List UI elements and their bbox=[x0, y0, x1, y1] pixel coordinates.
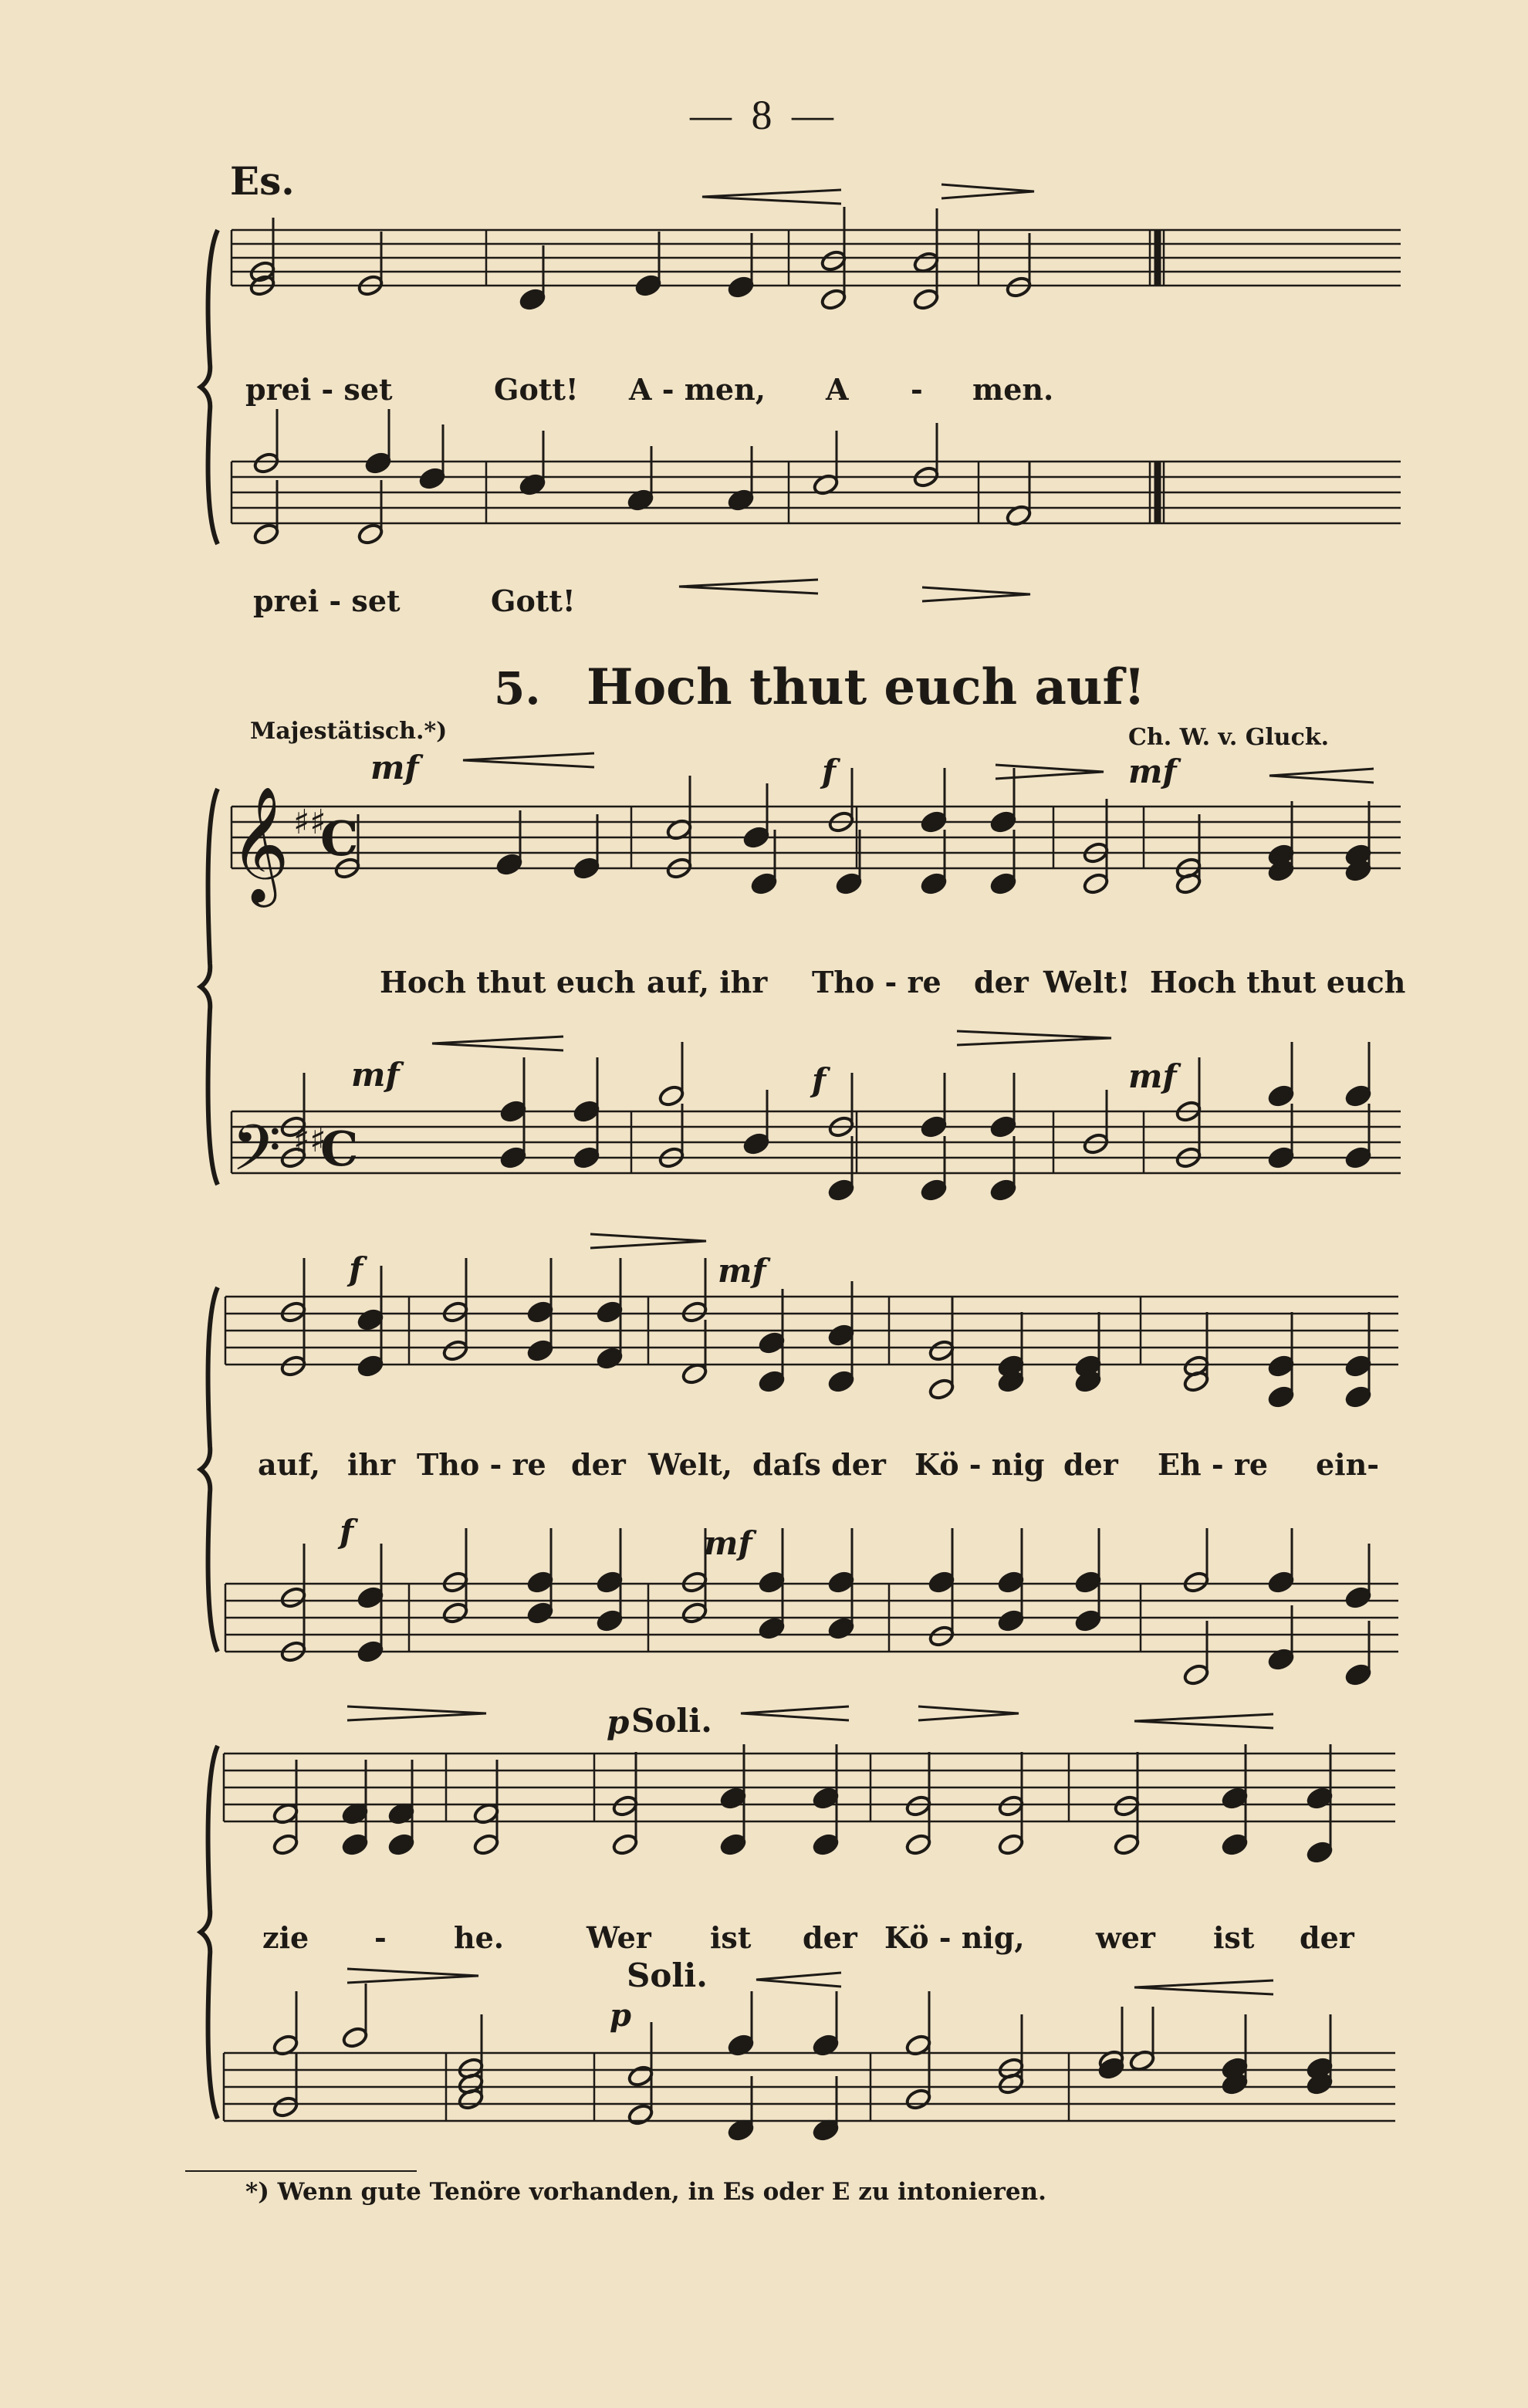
note-head bbox=[820, 249, 847, 273]
lyric-s1-1: auf, ihr bbox=[647, 965, 768, 999]
cresc-hairpin bbox=[432, 1037, 563, 1050]
lyric-s0-l-0: prei - set bbox=[253, 583, 401, 618]
note-head bbox=[658, 1084, 685, 1108]
note-head bbox=[928, 1339, 955, 1363]
note-head bbox=[573, 1100, 600, 1124]
dyn-s2-3: mf bbox=[704, 1524, 752, 1562]
lyric-s1-2: Tho - re bbox=[812, 965, 941, 999]
note-head bbox=[1344, 1663, 1372, 1687]
note-head bbox=[742, 826, 770, 850]
dyn-s1-1: f bbox=[822, 752, 837, 790]
note-head bbox=[1074, 1571, 1102, 1595]
note-head bbox=[596, 1609, 624, 1633]
lyric-s3-4: ist bbox=[710, 1920, 752, 1955]
note-head bbox=[750, 872, 778, 896]
system-brace bbox=[201, 230, 218, 544]
dyn-s2-2: f bbox=[340, 1513, 354, 1551]
note-head bbox=[989, 810, 1017, 834]
note-head bbox=[611, 1833, 639, 1857]
note-head bbox=[989, 1115, 1017, 1139]
lyric-s1-5: Hoch thut euch bbox=[1150, 965, 1406, 999]
lyric-s1-3: der bbox=[974, 965, 1029, 999]
lyric-s2-0: auf, bbox=[258, 1447, 320, 1482]
note-head bbox=[1082, 872, 1110, 896]
note-head bbox=[341, 2026, 369, 2050]
page-number: — 8 — bbox=[690, 92, 838, 138]
lyric-s3-1: - bbox=[374, 1920, 387, 1955]
key-signature: ♯♯ bbox=[293, 1121, 326, 1160]
note-head bbox=[1082, 1132, 1110, 1156]
lyric-s3-9: der bbox=[1300, 1920, 1354, 1955]
note-head bbox=[758, 1571, 786, 1595]
note-head bbox=[758, 1370, 786, 1394]
note-head bbox=[611, 1794, 639, 1818]
note-head bbox=[904, 2088, 932, 2112]
note-head bbox=[742, 1132, 770, 1156]
note-head bbox=[441, 1601, 469, 1625]
cresc-hairpin bbox=[741, 1706, 849, 1720]
soli-dyn-upper: p bbox=[607, 1703, 630, 1741]
note-head bbox=[989, 1179, 1017, 1202]
dim-hairpin bbox=[996, 765, 1104, 779]
footnote-rule bbox=[185, 2170, 417, 2172]
note-head bbox=[387, 1833, 415, 1857]
dyn-s2-1: mf bbox=[718, 1252, 766, 1290]
note-head bbox=[1182, 1571, 1210, 1595]
treble-clef: 𝄞 bbox=[230, 785, 289, 902]
note-head bbox=[1344, 1385, 1372, 1409]
note-head bbox=[912, 288, 940, 312]
note-head bbox=[596, 1347, 624, 1371]
note-head bbox=[1344, 1084, 1372, 1108]
lyric-s3-7: wer bbox=[1096, 1920, 1155, 1955]
piece-title: Hoch thut euch auf! bbox=[587, 658, 1146, 716]
system-brace bbox=[201, 789, 218, 1185]
note-head bbox=[1267, 1385, 1295, 1409]
lyric-s2-4: Welt, bbox=[648, 1447, 732, 1482]
note-head bbox=[904, 1833, 932, 1857]
lyric-s3-6: Kö - nig, bbox=[884, 1920, 1025, 1955]
bass-clef: 𝄢 bbox=[232, 1111, 282, 1201]
note-head bbox=[1005, 276, 1033, 299]
lyric-s3-2: he. bbox=[454, 1920, 505, 1955]
note-head bbox=[526, 1339, 554, 1363]
note-head bbox=[920, 1115, 948, 1139]
note-head bbox=[681, 1571, 708, 1595]
note-head bbox=[519, 288, 546, 312]
note-head bbox=[1221, 1787, 1249, 1811]
note-head bbox=[681, 1300, 708, 1324]
note-head bbox=[627, 2065, 654, 2088]
note-head bbox=[441, 1339, 469, 1363]
note-head bbox=[1182, 1663, 1210, 1687]
note-head bbox=[1074, 1609, 1102, 1633]
system-brace bbox=[201, 1746, 218, 2119]
note-head bbox=[495, 853, 523, 877]
dyn-s1-4: f bbox=[812, 1061, 827, 1099]
note-head bbox=[812, 1787, 840, 1811]
note-head bbox=[364, 452, 392, 475]
note-head bbox=[827, 1370, 855, 1394]
note-head bbox=[997, 1794, 1025, 1818]
note-head bbox=[1306, 1787, 1334, 1811]
dim-hairpin bbox=[347, 1969, 478, 1983]
note-head bbox=[681, 1601, 708, 1625]
note-head bbox=[1267, 1571, 1295, 1595]
note-head bbox=[827, 1324, 855, 1348]
lyric-s0-u-4: - bbox=[911, 372, 923, 407]
note-head bbox=[904, 1794, 932, 1818]
note-head bbox=[920, 872, 948, 896]
note-head bbox=[920, 810, 948, 834]
hairpins bbox=[347, 184, 1374, 1994]
dim-hairpin bbox=[941, 184, 1034, 198]
soli-dyn-lower: p bbox=[610, 1997, 631, 2034]
note-head bbox=[719, 1833, 747, 1857]
note-head bbox=[441, 1300, 469, 1324]
time-signature: C bbox=[320, 1121, 359, 1177]
note-head bbox=[928, 1625, 955, 1649]
dim-hairpin bbox=[590, 1234, 706, 1248]
key-signature: ♯♯ bbox=[293, 803, 326, 842]
note-head bbox=[272, 2095, 299, 2119]
lyric-s3-0: zie bbox=[262, 1920, 309, 1955]
note-head bbox=[928, 1378, 955, 1402]
soli-label-upper: Soli. bbox=[631, 1702, 712, 1740]
note-head bbox=[526, 1571, 554, 1595]
lyric-s0-u-2: A - men, bbox=[629, 372, 766, 407]
dim-hairpin bbox=[922, 587, 1030, 601]
note-head bbox=[634, 274, 662, 298]
dim-hairpin bbox=[918, 1706, 1019, 1720]
lyric-s2-3: der bbox=[571, 1447, 626, 1482]
footnote: *) Wenn gute Tenöre vorhanden, in Es oder E zu intonieren. bbox=[245, 2178, 1046, 2206]
composer: Ch. W. v. Gluck. bbox=[1128, 724, 1330, 751]
note-head bbox=[499, 1100, 527, 1124]
note-head bbox=[1113, 1794, 1141, 1818]
lyric-s0-u-1: Gott! bbox=[494, 372, 579, 407]
cresc-hairpin bbox=[702, 190, 841, 204]
note-head bbox=[1221, 1833, 1249, 1857]
note-head bbox=[928, 1571, 955, 1595]
dyn-s1-2: mf bbox=[1128, 752, 1177, 790]
note-head bbox=[357, 1308, 384, 1332]
dim-hairpin bbox=[957, 1031, 1111, 1045]
note-head bbox=[573, 857, 600, 881]
lyric-s1-0: Hoch thut euch bbox=[380, 965, 636, 999]
lyric-s3-8: ist bbox=[1213, 1920, 1255, 1955]
soli-label-lower: Soli. bbox=[627, 1956, 708, 1994]
note-head bbox=[827, 1179, 855, 1202]
cresc-hairpin bbox=[679, 580, 818, 594]
system-brace bbox=[201, 1287, 218, 1652]
lyric-s2-9: ein- bbox=[1316, 1447, 1380, 1482]
note-head bbox=[441, 1571, 469, 1595]
note-head bbox=[989, 872, 1017, 896]
tempo-marking: Majestätisch.*) bbox=[250, 718, 448, 745]
dyn-s1-5: mf bbox=[1128, 1057, 1177, 1095]
note-head bbox=[1306, 1841, 1334, 1865]
note-head bbox=[1267, 1084, 1295, 1108]
lyric-s3-3: Wer bbox=[587, 1920, 651, 1955]
lyric-s2-1: ihr bbox=[347, 1447, 396, 1482]
cresc-hairpin bbox=[463, 753, 594, 767]
note-head bbox=[997, 1833, 1025, 1857]
note-head bbox=[627, 2103, 654, 2127]
note-head bbox=[997, 1609, 1025, 1633]
note-head bbox=[272, 1833, 299, 1857]
note-head bbox=[341, 1833, 369, 1857]
note-head bbox=[1267, 1146, 1295, 1170]
cresc-hairpin bbox=[1134, 1980, 1273, 1994]
braces bbox=[201, 230, 218, 2119]
note-head bbox=[573, 1146, 600, 1170]
note-head bbox=[357, 1586, 384, 1610]
note-head bbox=[596, 1571, 624, 1595]
note-head bbox=[920, 1179, 948, 1202]
dyn-s1-0: mf bbox=[370, 749, 419, 786]
note-head bbox=[526, 1601, 554, 1625]
note-head bbox=[1344, 1586, 1372, 1610]
note-head bbox=[252, 452, 280, 475]
dim-hairpin bbox=[347, 1706, 486, 1720]
lyric-s0-u-5: men. bbox=[972, 372, 1054, 407]
dyn-s1-3: mf bbox=[351, 1056, 400, 1094]
note-head bbox=[835, 872, 863, 896]
cresc-hairpin bbox=[756, 1973, 841, 1987]
note-head bbox=[827, 1617, 855, 1641]
note-head bbox=[357, 523, 384, 546]
time-signature: C bbox=[320, 810, 359, 867]
cresc-hairpin bbox=[1134, 1714, 1273, 1728]
note-head bbox=[279, 1354, 307, 1378]
note-head bbox=[758, 1617, 786, 1641]
note-head bbox=[820, 288, 847, 312]
note-head bbox=[279, 1586, 307, 1610]
note-head bbox=[357, 1354, 384, 1378]
dyn-s2-0: f bbox=[349, 1250, 363, 1288]
note-head bbox=[1344, 1146, 1372, 1170]
note-head bbox=[1344, 1354, 1372, 1378]
notes bbox=[230, 207, 1372, 2142]
note-head bbox=[596, 1300, 624, 1324]
key-label: Es. bbox=[230, 158, 295, 204]
lyric-s0-l-1: Gott! bbox=[491, 583, 576, 618]
cresc-hairpin bbox=[1269, 769, 1374, 783]
note-head bbox=[418, 467, 446, 491]
piece-number: 5. bbox=[494, 662, 541, 715]
lyric-s2-7: der bbox=[1063, 1447, 1118, 1482]
note-head bbox=[279, 1300, 307, 1324]
lyric-s2-2: Tho - re bbox=[417, 1447, 546, 1482]
note-head bbox=[1267, 1354, 1295, 1378]
note-head bbox=[827, 1571, 855, 1595]
note-head bbox=[499, 1146, 527, 1170]
note-head bbox=[472, 1833, 500, 1857]
note-head bbox=[997, 1571, 1025, 1595]
note-head bbox=[1113, 1833, 1141, 1857]
note-head bbox=[357, 1640, 384, 1664]
lyric-s2-8: Eh - re bbox=[1158, 1447, 1269, 1482]
note-head bbox=[812, 1833, 840, 1857]
note-head bbox=[526, 1300, 554, 1324]
note-head bbox=[727, 276, 755, 299]
note-head bbox=[719, 1787, 747, 1811]
note-head bbox=[252, 523, 280, 546]
note-head bbox=[758, 1331, 786, 1355]
lyric-s1-4: Welt! bbox=[1043, 965, 1131, 999]
lyric-s3-5: der bbox=[803, 1920, 857, 1955]
lyric-s0-u-0: prei - set bbox=[245, 372, 393, 407]
lyric-s0-u-3: A bbox=[826, 372, 849, 407]
lyric-s2-5: daſs der bbox=[752, 1447, 886, 1482]
lyric-s2-6: Kö - nig bbox=[914, 1447, 1045, 1482]
